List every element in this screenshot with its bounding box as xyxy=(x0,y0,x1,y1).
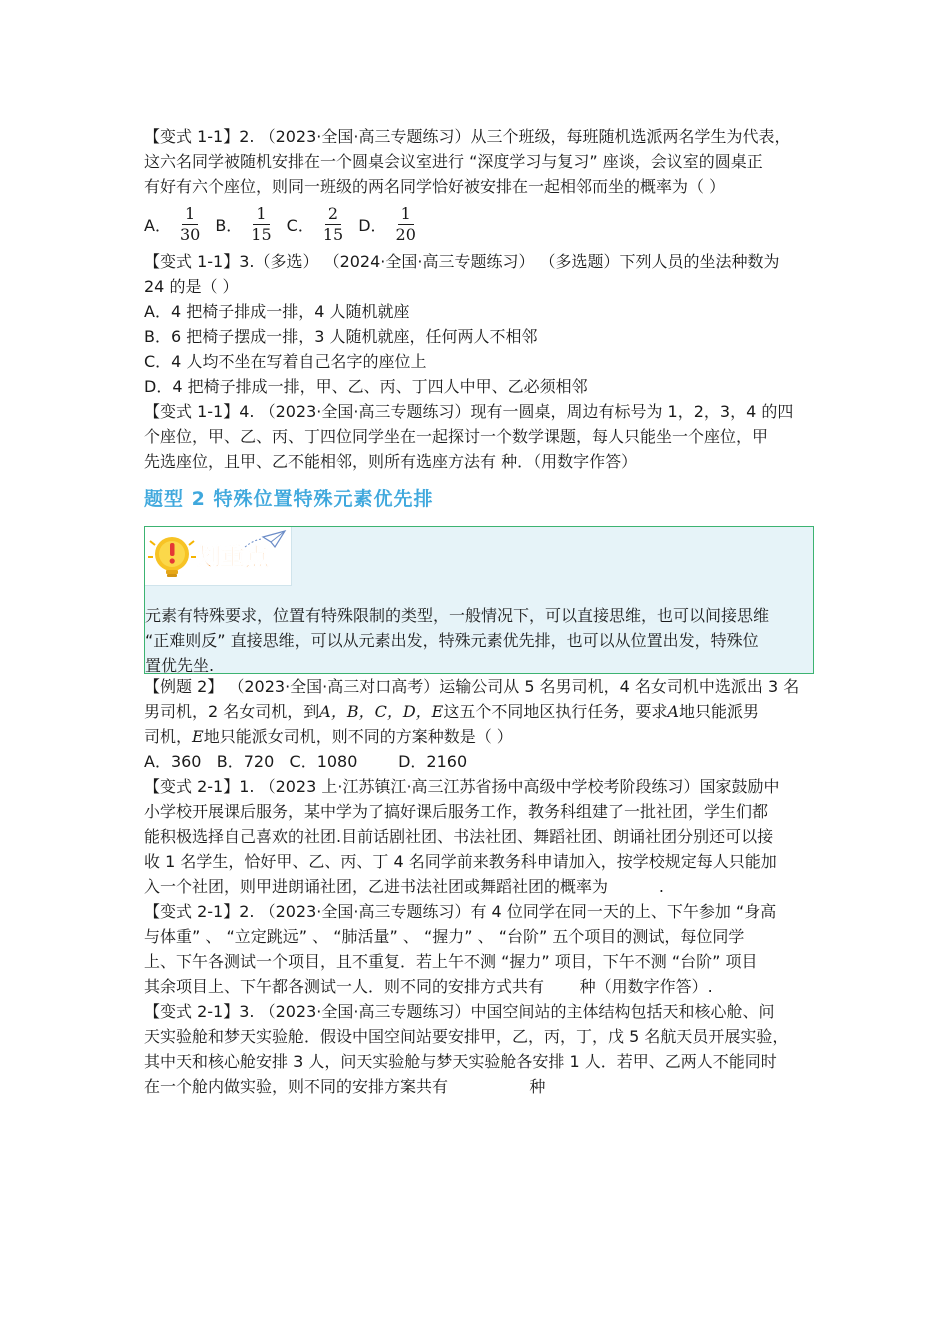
math-variable: A xyxy=(667,702,679,721)
note-line: “正难则反” 直接思维，可以从元素出发，特殊元素优先排，也可以从位置出发，特殊位 xyxy=(145,631,759,650)
text-segment: 地只能派女司机，则不同的方案种数是（ ） xyxy=(203,727,513,746)
denominator: 30 xyxy=(179,224,201,244)
question-line: 小学校开展课后服务，某中学为了搞好课后服务工作，教务科组建了一批社团，学生们都 xyxy=(144,802,769,821)
numerator: 1 xyxy=(182,204,198,225)
question-line: 与体重” 、 “立定跳远” 、 “肺活量” 、 “握力” 、 “台阶” 五个项目的测试，每位同学 xyxy=(144,927,745,946)
fraction xyxy=(248,204,274,245)
question-line xyxy=(144,724,816,749)
option-label: A． xyxy=(144,215,171,235)
option-b: B．6 把椅子摆成一排，3 人随机就座，任何两人不相邻 xyxy=(144,327,538,346)
section-title: 题型 2 特殊位置特殊元素优先排 xyxy=(144,488,434,510)
option-label: B． xyxy=(215,215,243,235)
numerator: 1 xyxy=(253,204,269,225)
text-segment: 地只能派男 xyxy=(678,702,759,721)
svg-text:划重点: 划重点 xyxy=(197,543,269,571)
question-line: 在一个舱内做实验，则不同的安排方案共有 种 xyxy=(144,1077,546,1096)
denominator: 15 xyxy=(322,224,344,244)
note-line: 置优先坐. xyxy=(145,656,215,675)
question-line: 【变式 2-1】2. （2023·全国·高三专题练习）有 4 位同学在同一天的上、下午参加 “身高 xyxy=(144,902,777,921)
option-c: C．4 人均不坐在写着自己名字的座位上 xyxy=(144,352,427,371)
text-segment: 司机， xyxy=(144,727,193,746)
question-line xyxy=(144,699,816,724)
question-line: 【变式 1-1】3.（多选） （2024·全国·高三专题练习） （多选题）下列人员的坐法种数为 xyxy=(144,252,780,271)
denominator: 15 xyxy=(251,224,272,244)
answer-options: A．360 B．720 C．1080 D．2160 xyxy=(144,752,468,771)
question-line: 能积极选择自己喜欢的社团.目前话剧社团、书法社团、舞蹈社团、朗诵社团分别还可以接 xyxy=(144,827,774,846)
fraction xyxy=(320,204,346,245)
fraction xyxy=(393,204,419,245)
option-b xyxy=(215,204,274,245)
question-line: 入一个社团，则甲进朗诵社团，乙进书法社团或舞蹈社团的概率为 . xyxy=(144,877,664,896)
option-label: D． xyxy=(358,215,387,235)
question-line: 这六名同学被随机安排在一个圆桌会议室进行 “深度学习与复习” 座谈，会议室的圆桌正 xyxy=(144,152,763,171)
question-line: 上、下午各测试一个项目，且不重复．若上午不测 “握力” 项目，下午不测 “台阶” 项目 xyxy=(144,952,758,971)
option-c xyxy=(287,204,347,245)
question-line: 个座位，甲、乙、丙、丁四位同学坐在一起探讨一个数学课题，每人只能坐一个座位，甲 xyxy=(144,427,769,446)
option-d xyxy=(358,204,419,245)
denominator: 20 xyxy=(395,224,416,244)
question-line: 其余项目上、下午都各测试一人．则不同的安排方式共有 种（用数字作答）. xyxy=(144,977,713,996)
math-variables: A，B，C，D，E xyxy=(319,702,444,721)
option-a xyxy=(144,204,203,245)
key-point-box xyxy=(144,526,814,674)
key-point-text xyxy=(145,603,813,678)
question-line: 先选座位，且甲、乙不能相邻，则所有选座方法有 种．（用数字作答） xyxy=(144,452,638,471)
page-content xyxy=(144,124,816,1099)
note-line: 元素有特殊要求，位置有特殊限制的类型，一般情况下，可以直接思维，也可以间接思维 xyxy=(145,606,770,625)
question-line: 收 1 名学生，恰好甲、乙、丙、丁 4 名同学前来教务科申请加入，按学校规定每人只能加 xyxy=(144,852,777,871)
option-a: A．4 把椅子排成一排，4 人随机就座 xyxy=(144,302,410,321)
question-line: 天实验舱和梦天实验舱．假设中国空间站要安排甲，乙，丙，丁，戊 5 名航天员开展实验， xyxy=(144,1027,789,1046)
question-line: 其中天和核心舱安排 3 人，问天实验舱与梦天实验舱各安排 1 人．若甲、乙两人不能同时 xyxy=(144,1052,777,1071)
numerator: 1 xyxy=(398,204,414,225)
question-line: 【例题 2】 （2023·全国·高三对口高考）运输公司从 5 名男司机，4 名女司机中选派出 3 名 xyxy=(144,677,800,696)
option-d: D．4 把椅子排成一排，甲、乙、丙、丁四人中甲、乙必须相邻 xyxy=(144,377,588,396)
numerator: 2 xyxy=(325,204,341,225)
option-label: C． xyxy=(286,215,314,235)
key-point-badge xyxy=(145,527,292,586)
question-line: 【变式 1-1】4. （2023·全国·高三专题练习）现有一圆桌，周边有标号为 1，2，3，4 的四 xyxy=(144,402,794,421)
fraction xyxy=(177,204,203,245)
lightbulb-icon xyxy=(145,527,291,585)
fraction-options xyxy=(144,199,816,249)
question-line: 【变式 2-1】3. （2023·全国·高三专题练习）中国空间站的主体结构包括天和核心舱、问 xyxy=(144,1002,775,1021)
text-segment: 这五个不同地区执行任务，要求 xyxy=(443,702,668,721)
question-line: 24 的是（ ） xyxy=(144,277,239,296)
question-line: 有好有六个座位，则同一班级的两名同学恰好被安排在一起相邻而坐的概率为（ ） xyxy=(144,177,726,196)
math-variable: E xyxy=(192,727,204,746)
text-segment: 男司机，2 名女司机，到 xyxy=(144,702,320,721)
question-line: 【变式 2-1】1. （2023 上·江苏镇江·高三江苏省扬中高级中学校考阶段练习）国家鼓励中 xyxy=(144,777,780,796)
question-line: 【变式 1-1】2. （2023·全国·高三专题练习）从三个班级，每班随机选派两名学生为代表， xyxy=(144,127,791,146)
